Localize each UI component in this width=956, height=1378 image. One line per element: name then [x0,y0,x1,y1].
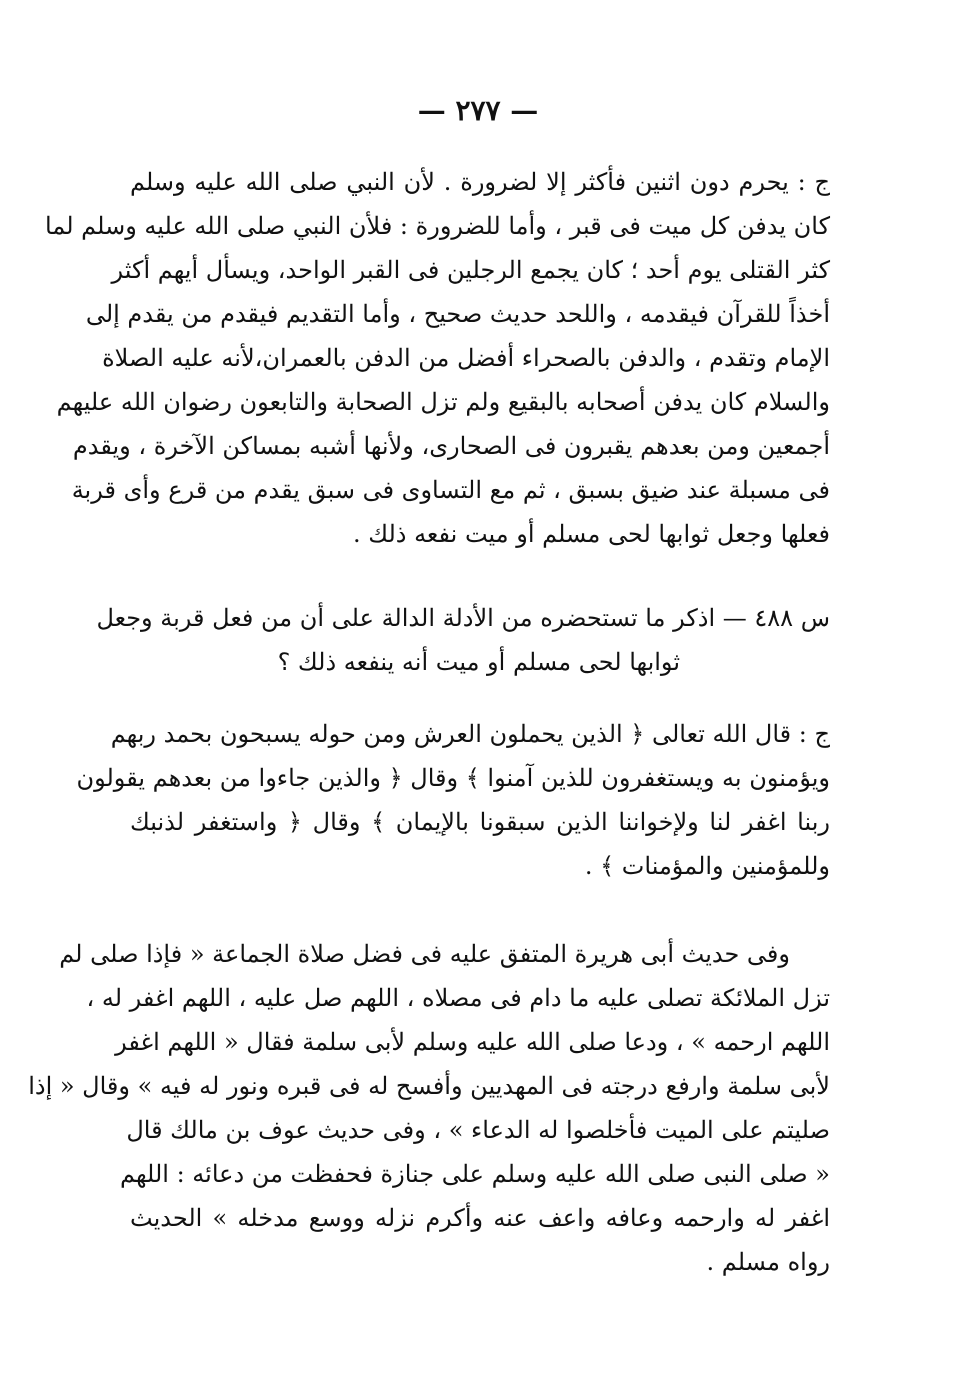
text-line: كان يدفن كل ميت فى قبر ، وأما للضرورة : فلأن النبي صلى الله عليه وسلم لما [45,212,830,240]
answer-paragraph-1 [45,160,830,556]
text-line: كثر القتلى يوم أحد ؛ كان يجمع الرجلين فى القبر الواحد، ويسأل أيهم أكثر [111,256,830,284]
text-line: أخذاً للقرآن فيقدمه ، واللحد حديث صحيح ، وأما التقديم فيقدم من يقدم إلى [85,300,830,328]
text-line: تزل الملائكة تصلى عليه ما دام فى مصلاه ، اللهم صل عليه ، اللهم اغفر له ، [86,984,830,1012]
text-line: لأبى سلمة وارفع درجته فى المهديين وأفسح له فى قبره ونور له فيه » وقال « إذا [28,1072,830,1100]
page-number: — ٢٧٧ — [417,94,539,127]
question-line: س ٤٨٨ — اذكر ما تستحضره من الأدلة الدالة على أن من فعل قربة وجعل [96,604,830,632]
text-line: ربنا اغفر لنا ولإخواننا الذين سبقونا بالإيمان ﴾ وقال ﴿ واستغفر لذنبك [130,808,830,836]
text-line: اللهم ارحمه » ، ودعا صلى الله عليه وسلم لأبى سلمة فقال « اللهم اغفر [115,1028,830,1056]
text-line: فى مسبلة عند ضيق بسبق ، ثم مع التساوى فى سبق يقدم من قرع وأى قربة [71,476,830,504]
text-line: أجمعين ومن بعدهم يقبرون فى الصحارى، ولأنها أشبه بمساكن الآخرة ، ويقدم [72,432,830,460]
question-488 [96,596,830,684]
text-line: « صلى النبى صلى الله عليه وسلم على جنازة فحفظت من دعائه : اللهم [120,1160,830,1188]
text-line: الإمام وتقدم ، والدفن بالصحراء أفضل من الدفن بالعمران،لأنه عليه الصلاة [102,344,830,372]
text-line: فعلها وجعل ثوابها لحى مسلم أو ميت نفعه ذلك . [352,520,830,548]
text-line: وفى حديث أبى هريرة المتفق عليه فى فضل صلاة الجماعة « فإذا صلى لم [59,940,790,968]
question-line: ثوابها لحى مسلم أو ميت أنه ينفعه ذلك ؟ [277,648,680,676]
text-line: ج : يحرم دون اثنين فأكثر إلا لضرورة . لأن النبي صلى الله عليه وسلم [130,168,830,196]
answer-paragraph-2 [76,712,830,888]
text-line: وللمؤمنين والمؤمنات ﴾ . [584,852,830,880]
text-line: والسلام كان يدفن أصحابه بالبقيع ولم تزل الصحابة والتابعون رضوان الله عليهم [56,388,830,416]
text-line: ج : قال الله تعالى ﴿ الذين يحملون العرش ومن حوله يسبحون بحمد ربهم [110,720,830,748]
text-line: صليتم على الميت فأخلصوا له الدعاء » ، وفى حديث عوف بن مالك قال [126,1116,830,1144]
hadith-paragraph [28,932,830,1284]
text-line: ويؤمنون به ويستغفرون للذين آمنوا ﴾ وقال ﴿ والذين جاءوا من بعدهم يقولون [76,764,830,792]
text-line: رواه مسلم . [706,1248,830,1276]
text-line: اغفر له وارحمه وعافه واعف عنه وأكرم نزله ووسع مدخله » الحديث [130,1204,830,1232]
